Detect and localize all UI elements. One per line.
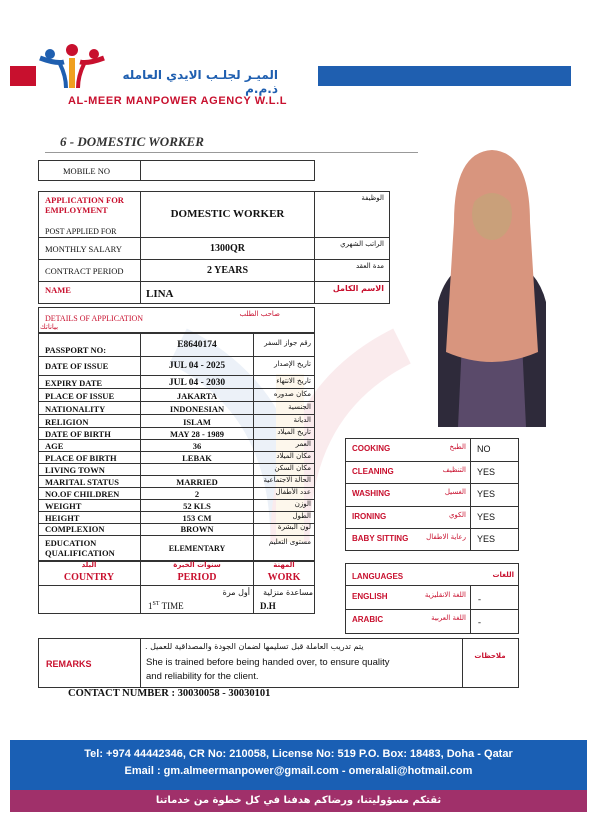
name-label: NAME xyxy=(45,285,71,295)
skill-ar: الغسيل xyxy=(444,488,466,496)
field-ar: تاريخ الانتهاء xyxy=(276,377,311,385)
exp-period-ar: سنوات الخبرة xyxy=(173,561,221,569)
contract-value: 2 YEARS xyxy=(206,265,249,276)
applicant-photo xyxy=(418,142,566,427)
field-ar: عدد الأطفال xyxy=(275,488,311,496)
footer-line1: Tel: +974 44442346, CR No: 210058, License No: 519 P.O. Box: 18483, Doha - Qatar xyxy=(84,748,513,760)
field-ar: العمر xyxy=(295,440,311,448)
skill-label: CLEANING xyxy=(352,467,394,476)
field-value: BROWN xyxy=(180,524,214,534)
skill-label: IRONING xyxy=(352,512,387,521)
header-red-bar xyxy=(10,66,36,86)
details-ar-top: صاحب الطلب xyxy=(239,310,280,318)
footer-slogan: ثقتكم مسؤوليتنا، ورضاكم هدفنا في كل خطوة من خدماتنا xyxy=(155,795,442,806)
field-label: DATE OF BIRTH xyxy=(45,429,111,439)
languages-ar: اللغات xyxy=(492,571,514,579)
remarks-text-ar: يتم تدريب العاملة قبل تسليمها لضمان الجودة والمصداقية للعميل . xyxy=(145,642,364,651)
field-value: LEBAK xyxy=(182,453,212,463)
field-label: PLACE OF BIRTH xyxy=(45,453,117,463)
contract-ar: مدة العقد xyxy=(356,262,384,270)
exp-row-work-ar: مساعدة منزلية xyxy=(263,588,313,597)
field-value: E8640174 xyxy=(177,340,217,350)
field-value: MAY 28 - 1989 xyxy=(170,429,224,439)
field-label: NO.OF CHILDREN xyxy=(45,489,120,499)
details-ar-bottom: بياناتك xyxy=(40,323,59,331)
language-label: ARABIC xyxy=(352,615,384,624)
languages-label: LANGUAGES xyxy=(352,572,404,581)
field-label: MARITAL STATUS xyxy=(45,477,119,487)
language-label: ENGLISH xyxy=(352,592,388,601)
field-ar: مكان الميلاد xyxy=(276,452,311,460)
skill-label: WASHING xyxy=(352,489,391,498)
application-label: APPLICATION FOR EMPLOYMENT xyxy=(45,195,124,215)
skill-ar: رعاية الاطفال xyxy=(426,533,466,541)
mobile-label: MOBILE NO xyxy=(63,166,110,176)
skill-ar: الطبخ xyxy=(449,443,466,451)
exp-row-period: 1ST TIME xyxy=(148,601,184,611)
language-ar: اللغة الانقليزية xyxy=(424,591,466,599)
field-ar: مكان صدوره xyxy=(273,390,311,398)
field-ar: الحالة الاجتماعية xyxy=(263,476,311,484)
education-ar: مستوى التعليم xyxy=(268,538,311,546)
field-value: INDONESIAN xyxy=(169,404,225,414)
field-ar: الديانة xyxy=(293,416,311,424)
application-ar: الوظيفة xyxy=(361,194,384,202)
remarks-text-en: She is trained before being handed over, to ensure quality and reliability for the client. xyxy=(146,657,390,682)
skill-ar: التنظيف xyxy=(442,466,466,474)
details-label: DETAILS OF APPLICATION xyxy=(45,314,144,323)
field-value: ISLAM xyxy=(183,417,211,427)
education-value: ELEMENTARY xyxy=(168,544,226,553)
field-ar: تاريخ الميلاد xyxy=(277,428,311,436)
language-ar: اللغة العربية xyxy=(431,614,466,622)
field-label: EXPIRY DATE xyxy=(45,378,103,388)
salary-label: MONTHLY SALARY xyxy=(45,244,122,254)
skill-ar: الكوي xyxy=(448,511,466,519)
field-label: PLACE OF ISSUE xyxy=(45,391,115,401)
skill-label: COOKING xyxy=(352,444,391,453)
field-ar: تاريخ الإصدار xyxy=(273,360,311,368)
field-label: PASSPORT NO: xyxy=(45,345,107,355)
field-ar: لون البشرة xyxy=(277,523,311,531)
field-label: NATIONALITY xyxy=(45,404,106,414)
skill-label: BABY SITTING xyxy=(352,534,409,543)
field-value: 153 CM xyxy=(182,513,212,523)
exp-country-ar: البلد xyxy=(81,561,97,569)
field-ar: الجنسية xyxy=(288,403,311,411)
agency-name-en: AL-MEER MANPOWER AGENCY W.L.L xyxy=(68,95,288,107)
skill-value: YES xyxy=(477,489,496,499)
footer-line2: Email : gm.almeermanpower@gmail.com - omeralali@hotmail.com xyxy=(124,765,473,777)
field-ar: مكان السكن xyxy=(274,464,311,472)
skill-value: YES xyxy=(477,467,496,477)
field-value: 2 xyxy=(194,489,200,499)
exp-work-ar: المهنة xyxy=(273,561,295,569)
field-value: MARRIED xyxy=(176,477,218,487)
exp-row-period-ar: أول مرة xyxy=(222,588,250,597)
field-label: DATE OF ISSUE xyxy=(45,361,109,371)
field-label: HEIGHT xyxy=(45,513,80,523)
salary-value: 1300QR xyxy=(210,243,245,254)
skill-value: YES xyxy=(477,534,496,544)
field-ar: الوزن xyxy=(294,500,311,508)
name-ar: الاسم الكامل xyxy=(332,284,384,293)
field-label: AGE xyxy=(45,441,64,451)
exp-work: WORK xyxy=(267,572,301,583)
field-value: JUL 04 - 2030 xyxy=(168,378,226,388)
contact-number: CONTACT NUMBER : 30030058 - 30030101 xyxy=(68,688,271,699)
agency-name-ar: الميـر لجلـب الايدي العامله ذ.م.م xyxy=(122,68,278,96)
post-applied-label: POST APPLIED FOR xyxy=(45,227,117,236)
remarks-ar-label: ملاحظات xyxy=(474,652,506,660)
field-label: WEIGHT xyxy=(45,501,82,511)
header-blue-bar xyxy=(318,66,571,86)
field-label: COMPLEXION xyxy=(45,524,105,534)
application-value: DOMESTIC WORKER xyxy=(170,208,285,220)
section-title: 6 - DOMESTIC WORKER xyxy=(60,134,204,149)
skill-value: YES xyxy=(477,512,496,522)
education-label: EDUCATION QUALIFICATION xyxy=(45,538,115,558)
field-value: JAKARTA xyxy=(176,391,218,401)
contract-label: CONTRACT PERIOD xyxy=(45,266,124,276)
field-label: LIVING TOWN xyxy=(45,465,105,475)
remarks-label: REMARKS xyxy=(46,659,92,669)
field-label: RELIGION xyxy=(45,417,89,427)
salary-ar: الراتب الشهري xyxy=(340,240,384,248)
field-value: 36 xyxy=(192,441,202,451)
name-value: LINA xyxy=(146,288,174,300)
language-value: - xyxy=(478,594,481,604)
field-value: JUL 04 - 2025 xyxy=(168,361,226,371)
skill-value: NO xyxy=(477,444,491,454)
field-ar: الطول xyxy=(292,512,311,520)
exp-country: COUNTRY xyxy=(63,572,115,583)
language-value: - xyxy=(478,617,481,627)
field-value: 52 KLS xyxy=(183,501,211,511)
exp-row-work: D.H xyxy=(260,601,276,611)
exp-period: PERIOD xyxy=(177,572,217,583)
field-ar: رقم جواز السفر xyxy=(264,339,311,347)
